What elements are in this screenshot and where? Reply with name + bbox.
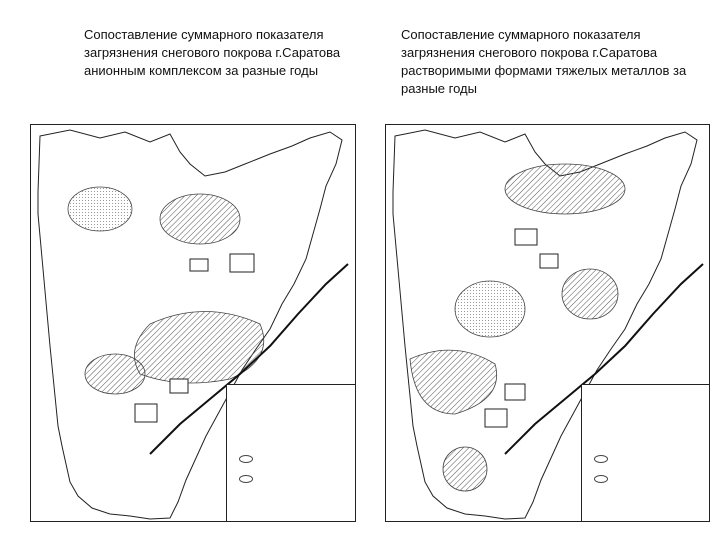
right-zone-west (455, 281, 525, 337)
left-block-1 (230, 254, 254, 272)
right-zone-center (562, 269, 618, 319)
left-zone-southwest (85, 354, 145, 394)
left-block-4 (135, 404, 157, 422)
left-legend-swatch-1 (239, 455, 253, 463)
left-block-3 (170, 379, 188, 393)
right-legend-swatch-2 (594, 475, 608, 483)
left-caption-line-3: анионным комплексом за разные годы (84, 63, 319, 78)
left-caption-line-2: загрязнения снегового покрова г.Саратова (84, 45, 341, 60)
left-zone-north (160, 194, 240, 244)
left-map-caption (84, 26, 374, 80)
left-map-legend (226, 384, 356, 522)
right-map-legend (581, 384, 710, 522)
left-pollution-map (30, 124, 356, 522)
right-caption-line-3: растворимыми формами тяжелых металлов за (401, 63, 687, 78)
right-zone-south (443, 447, 487, 491)
left-caption-line-1: Сопоставление суммарного показателя (84, 27, 324, 42)
right-block-4 (485, 409, 507, 427)
right-block-3 (505, 384, 525, 400)
right-caption-line-1: Сопоставление суммарного показателя (401, 27, 641, 42)
right-zone-north (505, 164, 625, 214)
right-pollution-map (385, 124, 710, 522)
right-block-1 (515, 229, 537, 245)
left-block-2 (190, 259, 208, 271)
left-zone-northwest (68, 187, 132, 231)
right-block-2 (540, 254, 558, 268)
right-map-caption (401, 26, 691, 98)
right-legend-swatch-1 (594, 455, 608, 463)
right-caption-line-4: разные годы (401, 81, 477, 96)
left-legend-swatch-2 (239, 475, 253, 483)
right-caption-line-2: загрязнения снегового покрова г.Саратова (401, 45, 658, 60)
